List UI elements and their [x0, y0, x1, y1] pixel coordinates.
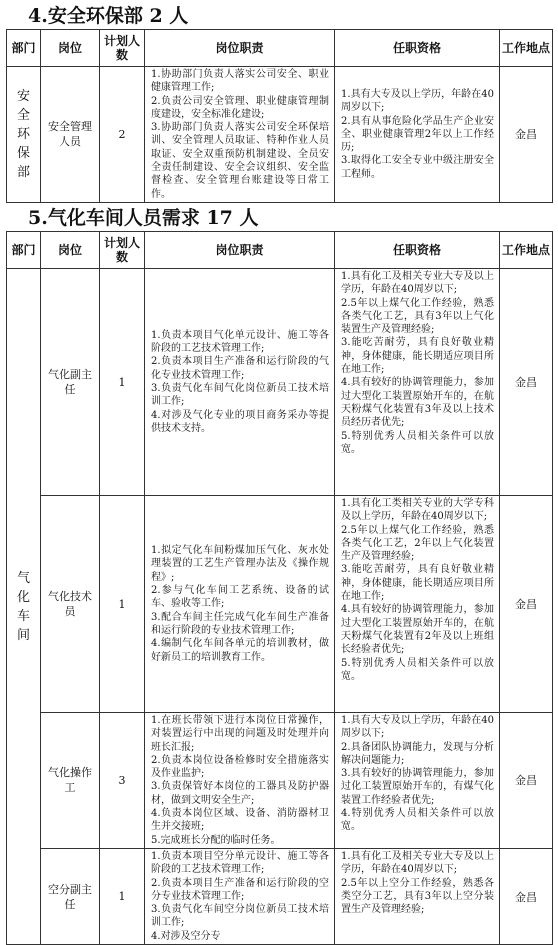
duty-line: 3.负责气化车间气化岗位新员工技术培训工作; — [151, 383, 329, 408]
table-row — [7, 67, 553, 203]
qual-line: 4.具有较好的协调管理能力，参加过大型化工装置原始开车的，在航天粉煤气化装置有3年及以上技术员经历者优先; — [341, 377, 494, 429]
duties-cell — [145, 67, 335, 203]
qualifications-cell — [335, 713, 500, 849]
qual-line: 2.5年以上煤气化工作经验，熟悉各类气化工艺，具有3年以上气化装置生产及管理经验; — [341, 297, 494, 336]
location-cell: 金昌 — [500, 67, 553, 203]
location-cell: 金昌 — [500, 713, 553, 849]
header-qualifications: 任职资格 — [335, 232, 500, 269]
location-cell: 金昌 — [500, 496, 553, 713]
header-count: 计划人数 — [100, 30, 145, 67]
qual-line: 1.具有大专及以上学历，年龄在40周岁以下; — [341, 88, 494, 114]
count-cell: 3 — [100, 713, 145, 849]
duty-line: 2.负责本项目生产准备和运行阶段的气化专业技术管理工作; — [151, 356, 329, 381]
duty-line: 4.对涉及空分专 — [151, 930, 221, 942]
qual-line: 1.具有化工及相关专业大专及以上学历，年龄在40周岁以下; — [341, 271, 494, 296]
table-row — [7, 848, 553, 944]
location-cell: 金昌 — [500, 848, 553, 944]
duties-cell — [145, 269, 335, 496]
count-cell: 1 — [100, 848, 145, 944]
qual-line: 3.取得化工安全专业中级注册安全工程师。 — [341, 155, 494, 180]
position-cell: 安全管理人员 — [41, 67, 100, 203]
qual-line: 2.5年以上空分工作经验，熟悉各类空分工艺，具有3年以上空分装置生产及管理经验; — [341, 877, 494, 916]
qual-line: 3.能吃苦耐劳，具有良好敬业精神，身体健康，能长期适应项目所在地工作; — [341, 337, 494, 376]
qual-line: 5.特别优秀人员相关条件可以放宽。 — [341, 657, 494, 682]
duty-line: 3.配合车间主任完成气化车间生产准备和运行阶段的专业技术管理工作; — [151, 611, 329, 636]
header-location: 工作地点 — [500, 30, 553, 67]
qualifications-cell — [335, 496, 500, 713]
qual-line: 4.具有较好的协调管理能力，参加过大型化工装置原始开车的，在航天粉煤气化装置有2年及以上班组长经验者优先; — [341, 604, 494, 656]
header-dept: 部门 — [7, 30, 41, 67]
dept-cell — [7, 269, 41, 945]
gasification-table — [6, 231, 553, 945]
duty-line: 1.协助部门负责人落实公司安全、职业健康管理工作; — [151, 69, 329, 94]
header-position: 岗位 — [41, 232, 100, 269]
duty-line: 2.负责本岗位设备检修时安全措施落实及作业监护; — [151, 754, 329, 780]
duties-cell — [145, 713, 335, 849]
safety-dept-table — [6, 29, 553, 203]
duty-line: 4.负责本岗位区域、设备、消防器材卫生并交接班; — [151, 808, 329, 833]
qualifications-cell — [335, 67, 500, 203]
table-row — [7, 269, 553, 496]
qual-line: 1.具有化工类相关专业的大学专科及以上学历，年龄在40周岁以下; — [341, 498, 494, 523]
table-header-row — [7, 232, 553, 269]
duties-cell — [145, 848, 335, 944]
duty-line: 1.负责本项目空分单元设计、施工等各阶段的工艺技术管理工作; — [151, 850, 329, 876]
table-header-row — [7, 30, 553, 67]
table-row — [7, 496, 553, 713]
duty-line: 1.在班长带领下进行本岗位日常操作，对装置运行中出现的问题及时处理并向班长汇报; — [151, 715, 329, 753]
dept-name: 安全环保部 — [16, 88, 30, 180]
duty-line: 4.对涉及气化专业的项目商务采办等提供技术支持。 — [151, 409, 329, 434]
qual-line: 2.具有从事危险化学品生产企业安全、职业健康管理2年以上工作经历; — [341, 115, 494, 154]
dept-cell — [7, 67, 41, 203]
header-location: 工作地点 — [500, 232, 553, 269]
duty-line: 2.负责公司安全管理、职业健康管理制度建设，安全标准化建设; — [151, 95, 329, 120]
section-heading-gasification: 5.气化车间人员需求 17 人 — [28, 207, 259, 229]
duty-line: 2.参与气化车间工艺系统、设备的试车、验收等工作; — [151, 585, 329, 610]
qual-line: 3.能吃苦耐劳，具有良好敬业精神，身体健康，能长期适应项目所在地工作; — [341, 564, 494, 603]
qual-line: 2.5年以上煤气化工作经验，熟悉各类气化工艺，2年以上气化装置生产及管理经验; — [341, 524, 494, 563]
position-cell: 气化操作工 — [41, 713, 100, 849]
duty-line: 2.负责本项目生产准备和运行阶段的空分专业技术管理工作; — [151, 877, 329, 902]
count-cell: 1 — [100, 269, 145, 496]
header-qualifications: 任职资格 — [335, 30, 500, 67]
section-heading-safety: 4.安全环保部 2 人 — [28, 5, 189, 27]
qual-line: 1.具有大专及以上学历，年龄在40周岁以下; — [341, 715, 494, 740]
duty-line: 3.协助部门负责人落实公司安全环保培训、安全管理人员取证、特种作业人员取证、安全双重预防机制建设、全员安全责任制建设、安全会议组织、安全监督检查、安全管理台账建设等日常工作。 — [151, 122, 329, 200]
duty-line: 4.编制气化车间各单元的培训教材，做好新员工的培训教育工作。 — [151, 638, 329, 663]
qual-line: 2.具备团队协调能力，发现与分析解决问题能力; — [341, 741, 494, 766]
qualifications-cell — [335, 269, 500, 496]
header-duties: 岗位职责 — [145, 30, 335, 67]
qual-line: 5.特别优秀人员相关条件可以放宽。 — [341, 430, 494, 455]
header-duties: 岗位职责 — [145, 232, 335, 269]
duty-line: 5.完成班长分配的临时任务。 — [151, 834, 281, 846]
location-cell: 金昌 — [500, 269, 553, 496]
duties-cell — [145, 496, 335, 713]
header-dept: 部门 — [7, 232, 41, 269]
count-cell: 1 — [100, 496, 145, 713]
position-cell: 气化技术员 — [41, 496, 100, 713]
duty-line: 1.拟定气化车间粉煤加压气化、灰水处理装置的工艺生产管理办法及《操作规程》; — [151, 545, 329, 583]
duty-line: 3.负责保管好本岗位的工器具及防护器材，做到文明安全生产; — [151, 781, 329, 806]
qual-line: 3.具有较好的协调管理能力，参加过化工装置原始开车的，有煤气化装置工作经验者优先; — [341, 768, 494, 806]
qual-line: 1.具有化工及相关专业大专及以上学历，年龄在40周岁以下; — [341, 850, 494, 876]
dept-name: 气化车间 — [16, 570, 30, 643]
position-cell: 空分副主任 — [41, 848, 100, 944]
header-count: 计划人数 — [100, 232, 145, 269]
duty-line: 1.负责本项目气化单元设计、施工等各阶段的工艺技术管理工作; — [151, 329, 329, 355]
count-cell: 2 — [100, 67, 145, 203]
table-row — [7, 713, 553, 849]
duty-line: 3.负责气化车间空分岗位新员工技术培训工作; — [151, 904, 329, 929]
header-position: 岗位 — [41, 30, 100, 67]
qual-line: 4.特别优秀人员相关条件可以放宽。 — [341, 808, 494, 833]
position-cell: 气化副主任 — [41, 269, 100, 496]
qualifications-cell — [335, 848, 500, 944]
